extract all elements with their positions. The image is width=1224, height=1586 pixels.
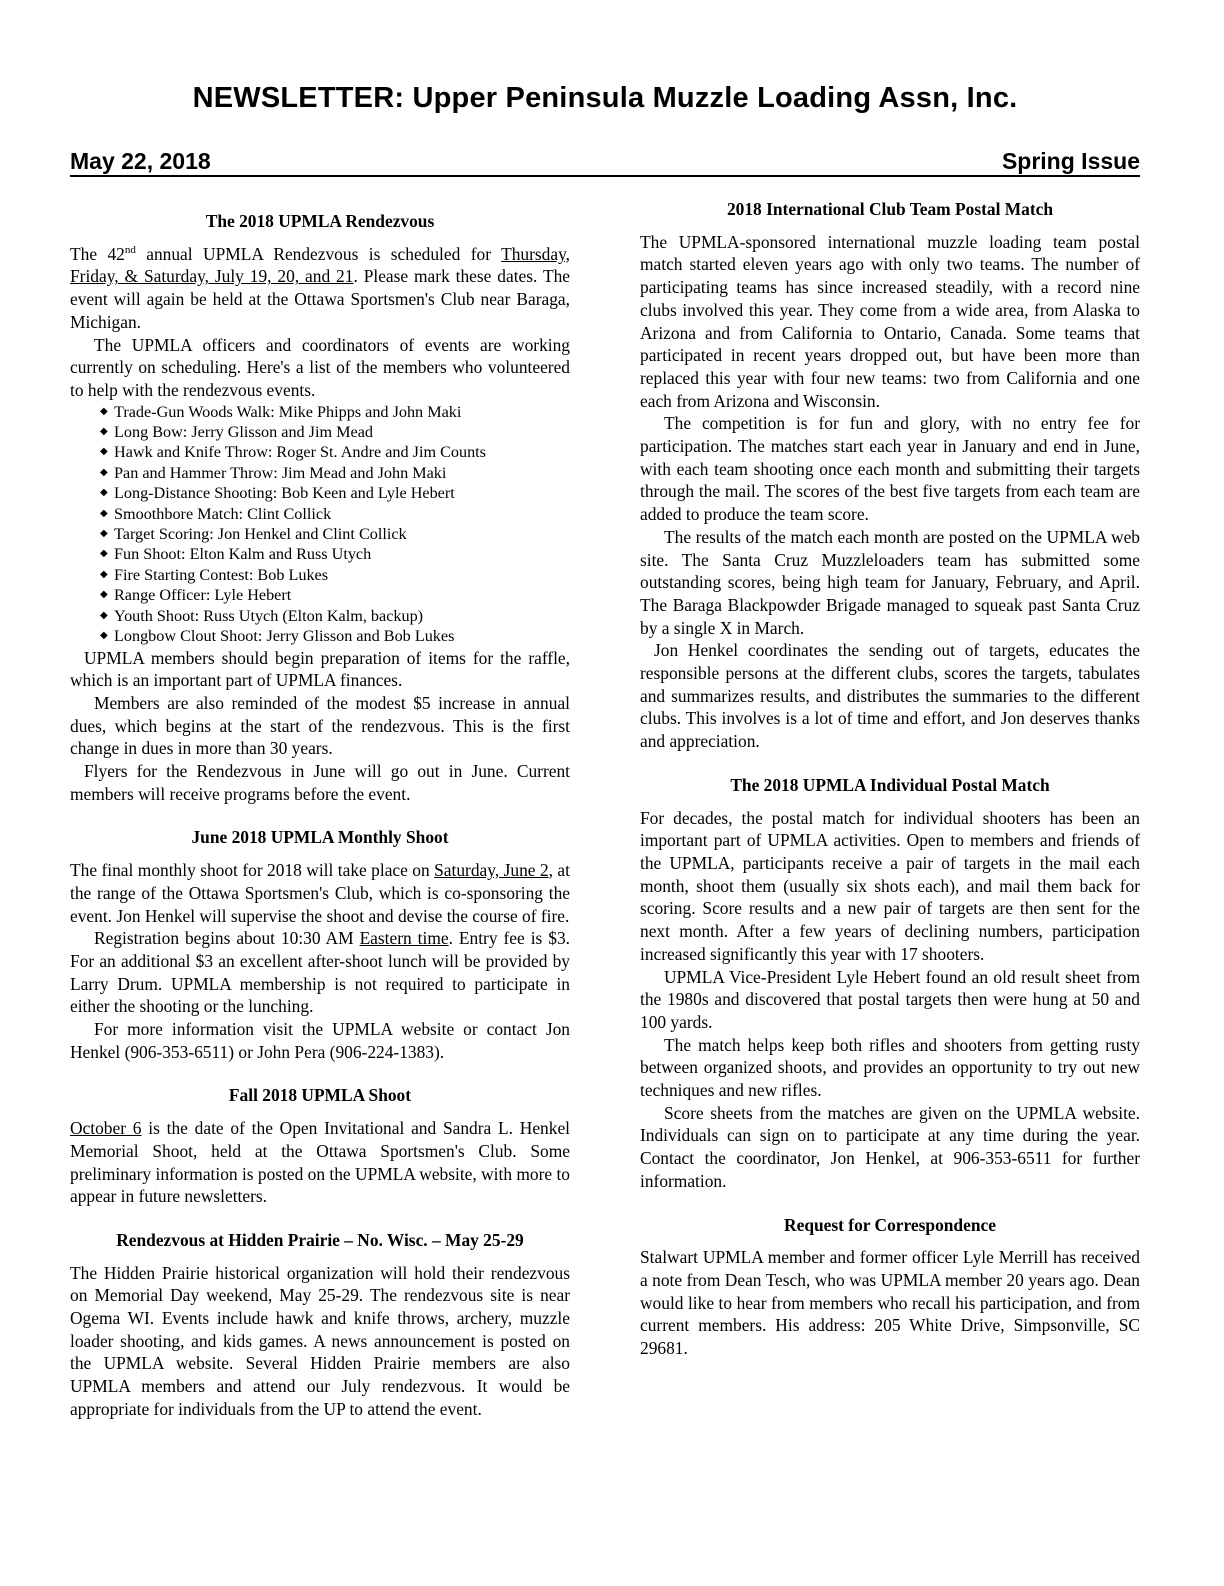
list-item: ◆ Range Officer: Lyle Hebert (100, 585, 570, 605)
correspondence-heading: Request for Correspondence (784, 1214, 996, 1235)
issue-date: May 22, 2018 (70, 148, 211, 174)
june-shoot-paragraph-2 (70, 927, 570, 1018)
correspondence-paragraph-1: Stalwart UPMLA member and former officer Lyle Merrill has received a note from Dean Tesch, who was UPMLA member 20 years ago. Dean would like to hear from members who recall his participation, and from current members. His address: 205 White Drive, Simpsonville, SC 29681. (640, 1247, 1140, 1359)
left-column (70, 210, 570, 1421)
list-item: ◆ Fire Starting Contest: Bob Lukes (100, 565, 570, 585)
fall-shoot-date: October 6 (70, 1118, 142, 1139)
right-column (640, 198, 1140, 1360)
list-item: ◆ Fun Shoot: Elton Kalm and Russ Utych (100, 544, 570, 564)
ordinal-suffix: nd (124, 243, 136, 256)
dateline (70, 147, 1140, 177)
intl-postal-heading: 2018 International Club Team Postal Match (726, 199, 1054, 219)
list-item: ◆ Long-Distance Shooting: Bob Keen and Lyle Hebert (100, 483, 570, 503)
june-p2-pre: Registration begins about 10:30 AM (94, 928, 360, 949)
rendezvous-dates: Thursday, Friday, & Saturday, July 19, 20, and 21 (70, 243, 570, 287)
intl-postal-section (640, 198, 1140, 753)
newsletter-title: NEWSLETTER: Upper Peninsula Muzzle Loading Assn, Inc. (192, 82, 1018, 114)
june-p2-post: . Entry fee is $3. For an additional $3 an excellent after-shoot lunch will be provided by Larry Drum. UPMLA membership is not required to participate in either the shooting or the lunching. (70, 928, 571, 1017)
volunteer-list (70, 402, 570, 647)
individual-postal-paragraph-3: The match helps keep both rifles and shooters from getting rusty between organized shoots, and provides an opportunity to try out new techniques and new rifles. (640, 1034, 1140, 1101)
individual-postal-paragraph-4: Score sheets from the matches are given on the UPMLA website. Individuals can sign on to participate at any time during the year. Contact the coordinator, Jon Henkel, at 906-353-6511 for further information. (640, 1102, 1140, 1191)
rendezvous-heading: The 2018 UPMLA Rendezvous (205, 211, 435, 231)
list-item: ◆ Trade-Gun Woods Walk: Mike Phipps and John Maki (100, 402, 570, 422)
june-p1-post: , at the range of the Ottawa Sportsmen's Club, which is co-sponsoring the event. Jon Henkel will supervise the shoot and devise the course of fire. (70, 860, 570, 926)
rendezvous-paragraph-1 (70, 243, 570, 334)
june-shoot-date: Saturday, June 2 (434, 860, 549, 881)
list-item: ◆ Longbow Clout Shoot: Jerry Glisson and Bob Lukes (100, 626, 570, 646)
list-item: ◆ Smoothbore Match: Clint Collick (100, 504, 570, 524)
list-item: ◆ Youth Shoot: Russ Utych (Elton Kalm, backup) (100, 606, 570, 626)
rendezvous-section (70, 210, 570, 805)
rendezvous-p1-mid: annual UPMLA Rendezvous is scheduled for (135, 243, 502, 264)
intl-postal-paragraph-3: The results of the match each month are posted on the UPMLA web site. The Santa Cruz Muzzleloaders team has submitted some outstanding scores, being high team for January, February, and April. The Baraga Blackpowder Brigade managed to squeak past Santa Cruz by a single X in March. (640, 526, 1140, 638)
june-p1-pre: The final monthly shoot for 2018 will take place on (70, 860, 435, 881)
list-item: ◆ Hawk and Knife Throw: Roger St. Andre and Jim Counts (100, 442, 570, 462)
june-shoot-section (70, 826, 570, 1063)
june-shoot-heading: June 2018 UPMLA Monthly Shoot (191, 827, 449, 848)
list-item: ◆ Long Bow: Jerry Glisson and Jim Mead (100, 422, 570, 442)
individual-postal-heading: The 2018 UPMLA Individual Postal Match (730, 774, 1050, 795)
list-item: ◆ Pan and Hammer Throw: Jim Mead and John Maki (100, 463, 570, 483)
eastern-time: Eastern time (359, 928, 449, 949)
rendezvous-p1-post: . Please mark these dates. The event will again be held at the Ottawa Sportsmen's Club near Baraga, Michigan. (70, 266, 570, 332)
hidden-prairie-heading: Rendezvous at Hidden Prairie – No. Wisc. – May 25-29 (116, 1229, 524, 1250)
rendezvous-paragraph-3: UPMLA members should begin preparation of items for the raffle, which is an important part of UPMLA finances. (70, 647, 570, 691)
intl-postal-paragraph-2: The competition is for fun and glory, with no entry fee for participation. The matches start each year in January and end in June, with each team shooting once each month and submitting their targets through the mail. The scores of the best five targets from each team are added to produce the team score. (640, 413, 1140, 525)
fall-shoot-paragraph-1 (70, 1117, 570, 1208)
issue-name: Spring Issue (1001, 148, 1140, 174)
individual-postal-paragraph-1: For decades, the postal match for individual shooters has been an important part of UPMLA activities. Open to members and friends of the UPMLA, participants receive a pair of targets in the mail each month, shoot them (usually six shots each), and mail them back for scoring. Score results and a new pair of targets are then sent for the next month. After a few years of declining numbers, participation increased significantly this year with 17 shooters. (640, 807, 1140, 964)
fall-shoot-heading: Fall 2018 UPMLA Shoot (228, 1085, 412, 1106)
rendezvous-paragraph-5: Flyers for the Rendezvous in June will go out in June. Current members will receive programs before the event. (70, 761, 570, 804)
correspondence-section (640, 1214, 1140, 1360)
fall-shoot-section (70, 1084, 570, 1208)
fall-p1-post: is the date of the Open Invitational and Sandra L. Henkel Memorial Shoot, held at the Ottawa Sportsmen's Club. Some preliminary information is posted on the UPMLA website, with more to appear in future newsletters. (70, 1118, 570, 1207)
hidden-prairie-paragraph-1: The Hidden Prairie historical organization will hold their rendezvous on Memorial Day weekend, May 25-29. The rendezvous site is near Ogema WI. Events include hawk and knife throws, archery, muzzle loader shooting, and kids games. A news announcement is posted on the UPMLA website. Several Hidden Prairie members are also UPMLA members and attend our July rendezvous. It would be appropriate for individuals from the UP to attend the event. (70, 1262, 570, 1419)
rendezvous-paragraph-2: The UPMLA officers and coordinators of events are working currently on scheduling. Here's a list of the members who volunteered to help with the rendezvous events. (70, 334, 570, 400)
hidden-prairie-section (70, 1229, 570, 1421)
intl-postal-paragraph-1: The UPMLA-sponsored international muzzle loading team postal match started eleven years ago with only two teams. The number of participating teams has since increased steadily, with a record nine clubs involved this year. They come from a wide area, from Alaska to Arizona and from California to Ontario, Canada. Some teams that participated in recent years dropped out, but have been more than replaced this year with four new teams: two from California and one each from Arizona and Wisconsin. (640, 231, 1140, 411)
individual-postal-paragraph-2: UPMLA Vice-President Lyle Hebert found an old result sheet from the 1980s and discovered that postal targets then were hung at 50 and 100 yards. (640, 966, 1140, 1032)
june-shoot-paragraph-3: For more information visit the UPMLA website or contact Jon Henkel (906-353-6511) or John Pera (906-224-1383). (70, 1019, 570, 1062)
list-item: ◆ Target Scoring: Jon Henkel and Clint Collick (100, 524, 570, 544)
individual-postal-section (640, 774, 1140, 1193)
june-shoot-paragraph-1 (70, 859, 570, 927)
intl-postal-paragraph-4: Jon Henkel coordinates the sending out of targets, educates the responsible persons at the different clubs, scores the targets, tabulates and summarizes results, and distributes the summaries to the different clubs. This involves is a lot of time and effort, and Jon deserves thanks and appreciation. (640, 640, 1140, 752)
rendezvous-p1-pre: The 42 (70, 243, 125, 264)
rendezvous-paragraph-4: Members are also reminded of the modest $5 increase in annual dues, which begins at the start of the rendezvous. This is the first change in dues in more than 30 years. (70, 692, 570, 759)
